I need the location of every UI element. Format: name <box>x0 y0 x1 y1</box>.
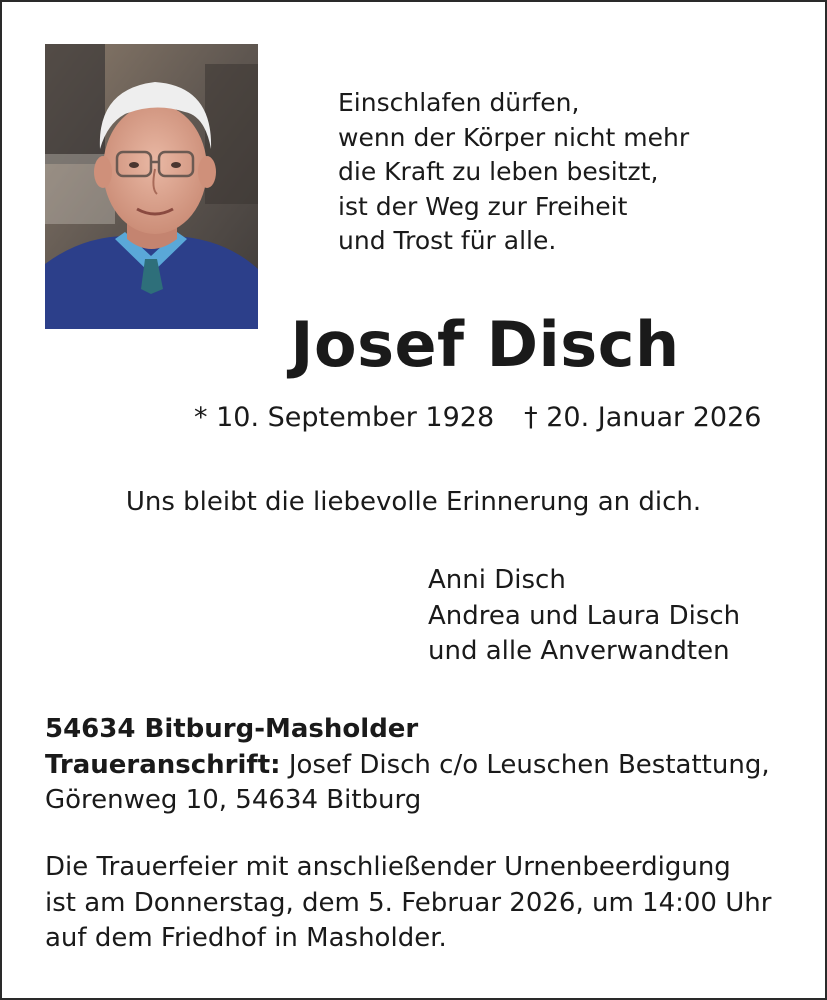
death-date: † 20. Januar 2026 <box>524 402 762 433</box>
address-label: Traueranschrift: <box>45 749 281 780</box>
address-block <box>45 712 770 819</box>
poem-line: ist der Weg zur Freiheit <box>338 191 628 221</box>
portrait-photo <box>45 44 258 329</box>
mourner-line: und alle Anverwandten <box>428 636 730 666</box>
deceased-name: Josef Disch <box>290 308 680 381</box>
funeral-line: ist am Donnerstag, dem 5. Februar 2026, um 14:00 Uhr <box>45 887 772 918</box>
address-line-2: Görenweg 10, 54634 Bitburg <box>45 785 422 815</box>
birth-date: * 10. September 1928 <box>194 402 495 433</box>
life-dates <box>194 402 761 433</box>
funeral-line: Die Trauerfeier mit anschließender Urnenbeerdigung <box>45 852 731 882</box>
mourners-list <box>428 563 740 670</box>
poem-line: wenn der Körper nicht mehr <box>338 122 690 152</box>
funeral-info <box>45 850 785 957</box>
funeral-line: auf dem Friedhof in Masholder. <box>45 923 447 953</box>
poem-line: Einschlafen dürfen, <box>338 88 580 117</box>
poem-line: und Trost für alle. <box>338 226 557 255</box>
location: 54634 Bitburg-Masholder <box>45 714 419 744</box>
poem <box>338 86 689 259</box>
poem-line: die Kraft zu leben besitzt, <box>338 157 659 186</box>
address-line-1: Josef Disch c/o Leuschen Bestattung, <box>288 749 770 780</box>
mourner-line: Andrea und Laura Disch <box>428 600 741 631</box>
remembrance-text: Uns bleibt die liebevolle Erinnerung an dich. <box>125 487 702 517</box>
mourner-line: Anni Disch <box>428 565 566 595</box>
